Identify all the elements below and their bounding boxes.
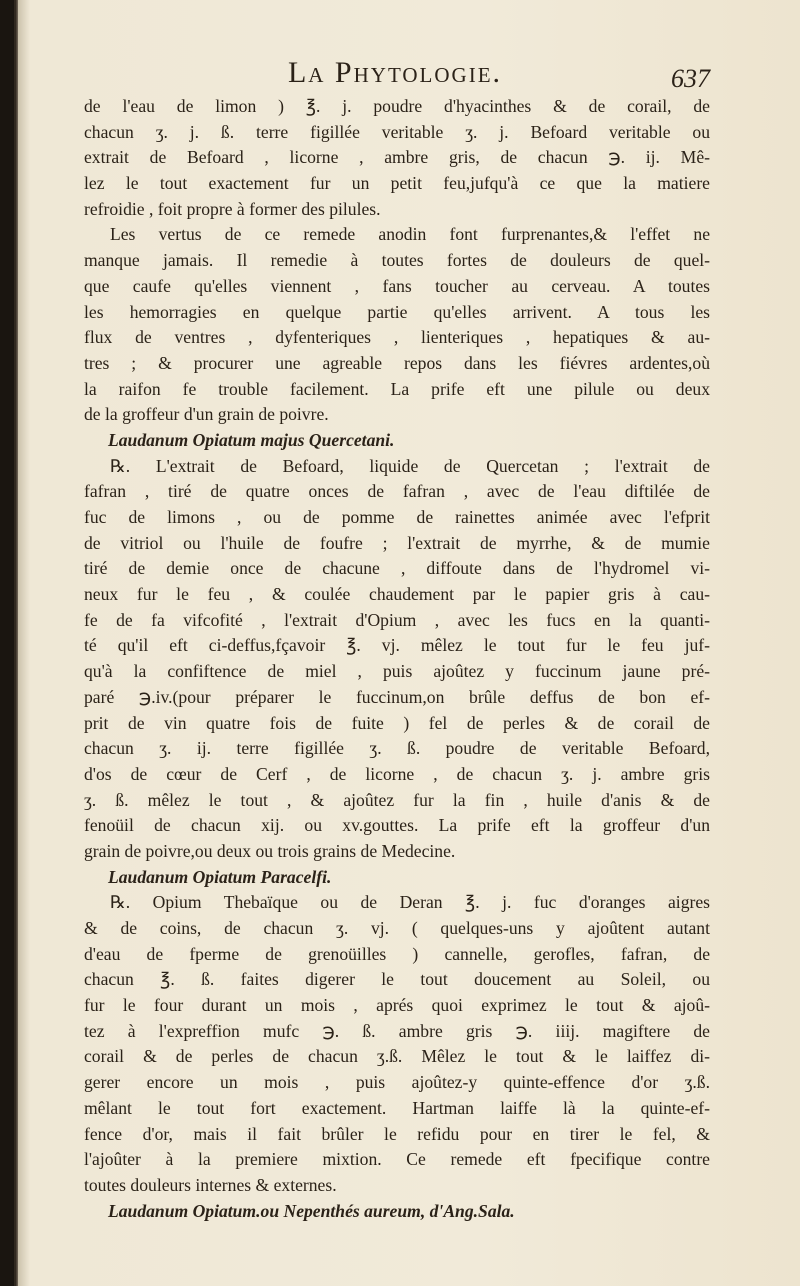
text-line: de vitriol ou l'huile de foufre ; l'extrait de myrrhe, & de mumie [84, 532, 710, 553]
text-line: té qu'il eft ci-deffus,fçavoir ℥. vj. mêlez le tout fur le feu juf- [84, 635, 710, 656]
text-line: la raifon fe trouble facilement. La prife eft une pilule ou deux [84, 378, 710, 399]
text-line: fenoüil de chacun xij. ou xv.gouttes. La prife eft la groffeur d'un [84, 815, 710, 836]
text-line: lez le tout exactement fur un petit feu,jufqu'à ce que la matiere [84, 173, 710, 194]
text-line: tez à l'expreffion mufc ℈. ß. ambre gris ℈. iiij. magiftere de [84, 1020, 710, 1041]
text-line: de l'eau de limon ) ℥. j. poudre d'hyacinthes & de corail, de [84, 96, 710, 116]
text-line: que caufe qu'elles viennent , fans toucher au cerveau. A toutes [84, 275, 710, 296]
text-line: prit de vin quatre fois de fuite ) fel de perles & de corail de [84, 712, 710, 733]
text-line: qu'à la confiftence de miel , puis ajoûtez y fuccinum jaune pré- [84, 661, 710, 682]
text-line: flux de ventres , dyfenteriques , lienteriques , hepatiques & au- [84, 327, 710, 348]
section-heading: Laudanum Opiatum Paracelfi. [108, 866, 332, 887]
text-line: manque jamais. Il remedie à toutes fortes de douleurs de quel- [84, 250, 710, 271]
page-number: 637 [671, 64, 710, 93]
text-line: chacun ʒ. ij. terre figillée ʒ. ß. poudre de veritable Befoard, [84, 738, 710, 759]
text-line: grain de poivre,ou deux ou trois grains de Medecine. [84, 840, 456, 861]
text-line: tres ; & procurer une agreable repos dans les fiévres ardentes,où [84, 352, 710, 373]
text-line: refroidie , foit propre à former des pilules. [84, 198, 381, 219]
text-line: fafran , tiré de quatre onces de fafran , avec de l'eau diftilée de [84, 481, 710, 502]
text-line: corail & de perles de chacun ʒ.ß. Mêlez le tout & le laiffez di- [84, 1046, 710, 1067]
text-line: chacun ʒ. j. ß. terre figillée veritable ʒ. j. Befoard veritable ou [84, 121, 710, 142]
text-line: ℞. L'extrait de Befoard, liquide de Quercetan ; l'extrait de [110, 455, 710, 476]
text-line: fence d'or, mais il fait brûler le refidu pour en tirer le fel, & [84, 1123, 710, 1144]
text-line: tiré de demie once de chacune , diffoute dans de l'hydromel vi- [84, 558, 710, 579]
body-text [84, 94, 710, 1224]
text-line: chacun ℥. ß. faites digerer le tout doucement au Soleil, ou [84, 969, 710, 990]
text-line: extrait de Befoard , licorne , ambre gris, de chacun ℈. ij. Mê- [84, 147, 710, 168]
text-line: de la groffeur d'un grain de poivre. [84, 404, 329, 425]
text-line: les hemorragies en quelque partie qu'elles arrivent. A tous les [84, 301, 710, 322]
section-heading: Laudanum Opiatum.ou Nepenthés aureum, d'Ang.Sala. [108, 1200, 515, 1221]
text-line: paré ℈.iv.(pour préparer le fuccinum,on brûle deffus de bon ef- [84, 686, 710, 707]
text-line: d'eau de fperme de grenoüilles ) cannelle, gerofles, fafran, de [84, 943, 710, 964]
text-line: Les vertus de ce remede anodin font furprenantes,& l'effet ne [110, 224, 710, 245]
text-line: fur le four durant un mois , aprés quoi exprimez le tout & ajoû- [84, 995, 710, 1016]
page-header [80, 56, 710, 96]
text-line: fe de fa vifcofité , l'extrait d'Opium , avec les fucs en la quanti- [84, 609, 710, 630]
text-line: gerer encore un mois , puis ajoûtez-y quinte-effence d'or ʒ.ß. [84, 1072, 710, 1093]
text-line: toutes douleurs internes & externes. [84, 1174, 337, 1195]
text-line: mêlant le tout fort exactement. Hartman laiffe là la quinte-ef- [84, 1097, 710, 1118]
text-line: & de coins, de chacun ʒ. vj. ( quelques-uns y ajoûtent autant [84, 918, 710, 938]
text-line: neux fur le feu , & coulée chaudement par le papier gris à cau- [84, 584, 710, 605]
text-line: ℞. Opium Thebaïque ou de Deran ℥. j. fuc d'oranges aigres [110, 892, 710, 913]
text-line: ʒ. ß. mêlez le tout , & ajoûtez fur la fin , huile d'anis & de [84, 789, 710, 810]
text-line: l'ajoûter à la premiere mixtion. Ce remede eft fpecifique contre [84, 1149, 710, 1170]
text-line: d'os de cœur de Cerf , de licorne , de chacun ʒ. j. ambre gris [84, 763, 710, 784]
running-title: La Phytologie. [287, 56, 503, 89]
section-heading: Laudanum Opiatum majus Quercetani. [108, 429, 395, 450]
text-line: fuc de limons , ou de pomme de rainettes animée avec l'efprit [84, 507, 710, 527]
